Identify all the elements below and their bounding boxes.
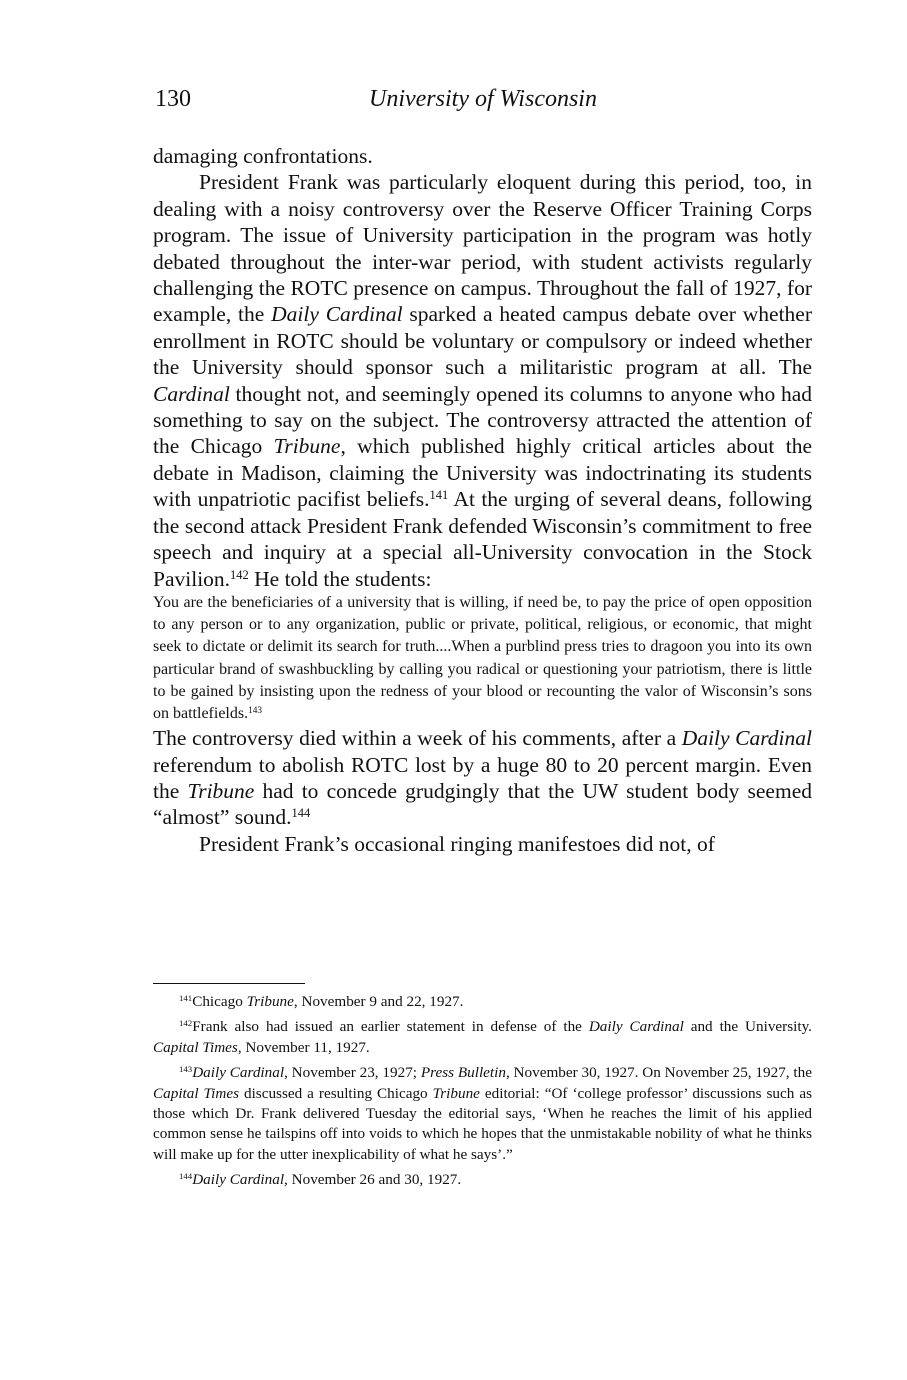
text-run: , November 11, 1927. bbox=[237, 1038, 370, 1056]
footnote-number: 141 bbox=[179, 993, 193, 1004]
block-quote bbox=[153, 592, 812, 725]
text-run: referendum to abolish ROTC lost by a huge 80 to 20 percent margin. Even the bbox=[153, 752, 812, 803]
footnote-ref-144: 144 bbox=[291, 806, 311, 821]
text-run: Chicago bbox=[192, 993, 247, 1010]
text-run: had to concede grudgingly that the UW student body seemed “almost” sound. bbox=[153, 778, 812, 830]
text-run: , November 26 and 30, 1927. bbox=[284, 1171, 462, 1189]
footnote-ref-142: 142 bbox=[230, 567, 249, 582]
italic-text: Daily Cardinal bbox=[271, 302, 403, 327]
italic-text: Daily Cardinal bbox=[681, 726, 812, 751]
footnotes bbox=[153, 992, 812, 1196]
italic-text: Tribune bbox=[187, 778, 255, 803]
paragraph-1: damaging confrontations. bbox=[153, 144, 373, 168]
italic-text: Tribune bbox=[246, 993, 294, 1010]
footnote-number: 143 bbox=[179, 1064, 193, 1075]
running-title: University of Wisconsin bbox=[369, 86, 597, 112]
footnote-143 bbox=[153, 1063, 812, 1165]
body-text bbox=[153, 143, 812, 857]
text-run: He told the students: bbox=[248, 566, 432, 591]
page-number: 130 bbox=[155, 86, 191, 112]
footnote-ref-143: 143 bbox=[248, 705, 262, 716]
paragraph-3 bbox=[153, 725, 812, 831]
quote-text: You are the beneficiaries of a university that is willing, if need be, to pay the price of open opposition to any person or to any organization, public or private, political, religious, or economic, that might seek to dictate or delimit its search for truth....When a purblind press tries to dragoon you into its own particular brand of swashbuckling by calling you radical or questioning your patriotism, there is little to be gained by insisting upon the redness of your blood or recounting the valor of Wisconsin’s sons on battlefields. bbox=[153, 593, 812, 722]
text-run: , November 30, 1927. On November 25, 1927, the bbox=[505, 1064, 812, 1082]
footnote-144 bbox=[153, 1170, 812, 1190]
italic-text: Daily Cardinal bbox=[192, 1171, 285, 1189]
footnote-number: 142 bbox=[179, 1018, 193, 1029]
text-run: editorial: “Of ‘college professor’ discussions such as those which Dr. Frank delivered Tuesday the editorial says, ‘When he reaches the limit of his applied common sense he tailspins off into voids to which he hopes that the unmistakable nobility of what he thinks will make up for the utter inexplicability of what he says’.” bbox=[153, 1084, 812, 1163]
text-run: , November 9 and 22, 1927. bbox=[293, 993, 464, 1010]
text-run: , which published highly critical articles about the debate in Madison, claiming the University was indoctrinating its students with unpatriotic pacifist beliefs. bbox=[153, 434, 812, 512]
page-header bbox=[155, 86, 811, 122]
footnote-142 bbox=[153, 1017, 812, 1058]
footnote-ref-141: 141 bbox=[429, 488, 449, 503]
italic-text: Tribune bbox=[432, 1084, 480, 1102]
text-run: At the urging of several deans, following the second attack President Frank defended Wisconsin’s commitment to free speech and inquiry at a special all-University convocation in the Stock Pavilion. bbox=[153, 487, 813, 591]
italic-text: Capital Times bbox=[153, 1084, 239, 1102]
footnote-141 bbox=[153, 992, 812, 1012]
italic-text: Tribune bbox=[273, 434, 341, 459]
italic-text: Daily Cardinal bbox=[192, 1064, 285, 1082]
italic-text: Daily Cardinal bbox=[588, 1018, 684, 1036]
text-run: sparked a heated campus debate over whether enrollment in ROTC should be voluntary or compulsory or indeed whether the University should sponsor such a militaristic program at all. The bbox=[153, 302, 813, 380]
paragraph-4: President Frank’s occasional ringing manifestoes did not, of bbox=[199, 831, 715, 856]
footnote-divider bbox=[153, 983, 305, 984]
paragraph-2 bbox=[153, 169, 812, 592]
text-run: and the University. bbox=[683, 1018, 812, 1036]
text-run: , November 23, 1927; bbox=[284, 1064, 421, 1082]
text-run: thought not, and seemingly opened its columns to anyone who had something to say on the subject. The controversy attracted the attention of the Chicago bbox=[153, 381, 812, 459]
text-run: President Frank was particularly eloquent during this period, too, in dealing with a noisy controversy over the Reserve Officer Training Corps program. The issue of University participation in the program was hotly debated throughout the inter-war period, with student activists regularly challenging the ROTC presence on campus. Throughout the fall of 1927, for example, the bbox=[153, 170, 812, 327]
italic-text: Capital Times bbox=[153, 1038, 238, 1056]
text-run: discussed a resulting Chicago bbox=[239, 1084, 433, 1102]
italic-text: Press Bulletin bbox=[420, 1064, 506, 1082]
text-run: Frank also had issued an earlier statement in defense of the bbox=[192, 1018, 589, 1036]
italic-text: Cardinal bbox=[153, 381, 230, 406]
text-run: The controversy died within a week of his comments, after a bbox=[153, 726, 682, 751]
footnote-number: 144 bbox=[179, 1171, 193, 1182]
